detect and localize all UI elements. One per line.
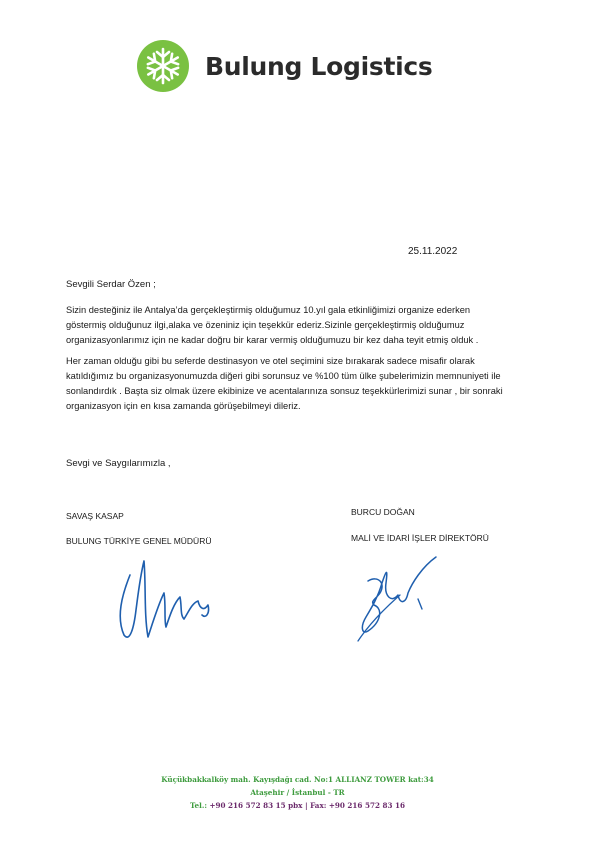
body-paragraph-2: Her zaman olduğu gibi bu seferde destinasyon ve otel seçimini size bırakarak sadece misafir olarak katıldığımız bu organizasyonumuzda diğeri gibi sorunsuz ve %100 tüm ülke şubelerimizin memnuniyeti ile sonlandırdık . Başta siz olmak üzere ekibinize ve acentalarınıza sonsuz teşekkürlerimizi sunar , bir sonraki organizasyon için en kısa zamanda görüşebilmeyi dileriz. xyxy=(66,356,503,411)
salutation: Sevgili Serdar Özen ; xyxy=(66,279,156,290)
company-name: Bulung Logistics xyxy=(205,51,433,81)
company-logo xyxy=(137,40,433,92)
snowflake-logo-icon xyxy=(137,40,189,92)
signatory-1-name: SAVAŞ KASAP xyxy=(66,511,124,521)
letter-date: 25.11.2022 xyxy=(408,246,458,257)
signatory-2-title: MALİ VE İDARİ İŞLER DİREKTÖRÜ xyxy=(351,533,489,543)
body-paragraph-1: Sizin desteğiniz ile Antalya’da gerçekleştirmiş olduğumuz 10.yıl gala etkinliğimizi organize ederken göstermiş olduğunuz ilgi,alaka ve özeniniz için teşekkür ederiz.Sizinle gerçekleştirmiş olduğumuz organizasyonlarımız için ne kadar doğru bir karar vermiş olduğumuzu bir kez daha teyit etmiş olduk . xyxy=(66,305,479,345)
footer-tel-label: Tel.: xyxy=(190,801,208,810)
footer-fax-value: +90 216 572 83 16 xyxy=(328,801,405,810)
footer-fax-label: Fax: xyxy=(310,801,327,810)
footer-address-line-1: Küçükbakkalköy mah. Kayışdağı cad. No:1 ALLIANZ TOWER kat:34 xyxy=(161,775,434,784)
footer-separator: | xyxy=(304,801,308,810)
signatory-1-title: BULUNG TÜRKİYE GENEL MÜDÜRÜ xyxy=(66,536,212,546)
signatory-2-name: BURCU DOĞAN xyxy=(351,507,415,517)
footer-tel-value: +90 216 572 83 15 pbx xyxy=(209,801,303,810)
signature-1 xyxy=(108,555,218,645)
footer-address-line-2: Ataşehir / İstanbul - TR xyxy=(250,788,345,797)
footer-contact-line xyxy=(0,801,595,810)
signature-2 xyxy=(352,553,442,643)
closing-line: Sevgi ve Saygılarımızla , xyxy=(66,458,171,469)
